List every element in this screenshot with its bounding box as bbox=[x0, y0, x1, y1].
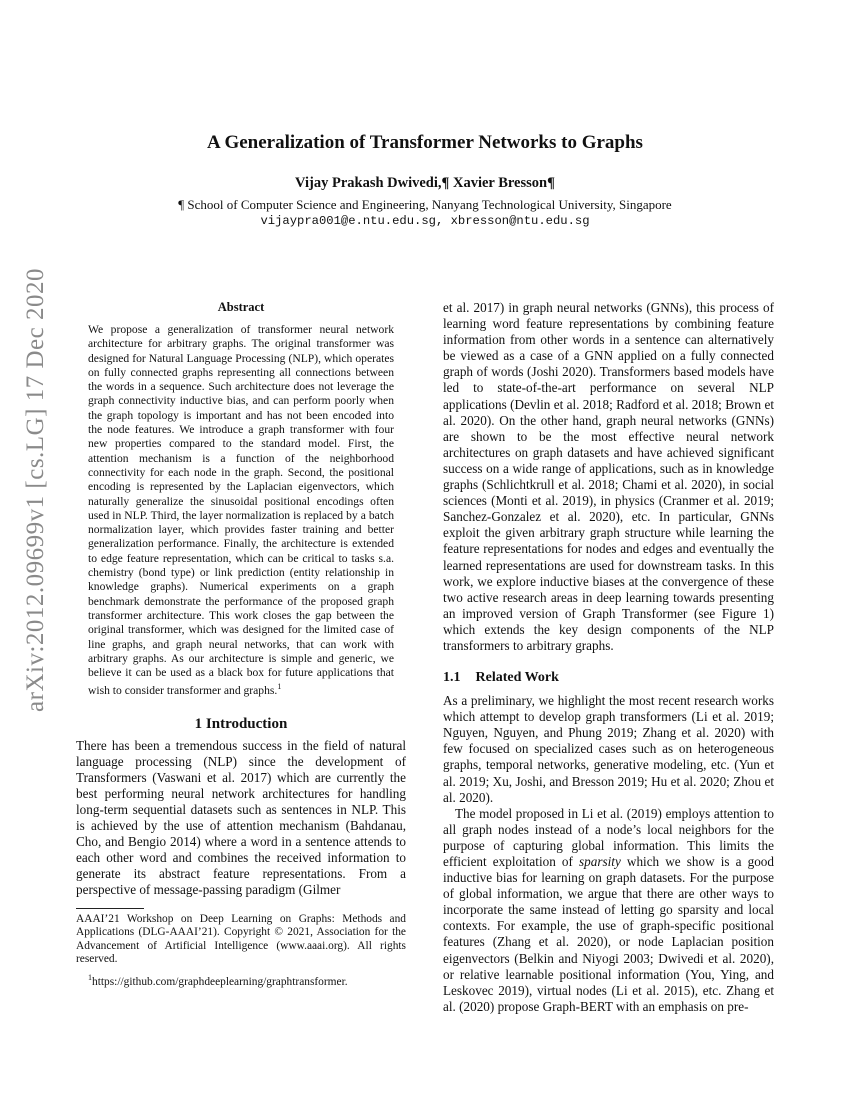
abstract-footnote-mark: 1 bbox=[277, 682, 282, 692]
related-work-number: 1.1 bbox=[443, 670, 461, 686]
introduction-text: There has been a tremendous success in the field of natural language processing (NLP) since the development of Transformers (Vaswani et al. 2017) which are currently the best performing neural network architectures for handling long-term sequential datasets such as sentences in NLP. This is achieved by the use of attention mechanism (Bahdanau, Cho, and Bengio 2014) where a word in a sentence attends to each other word and combines the received information to generate its abstract feature representations. From a perspective of message-passing paradigm (Gilmer bbox=[76, 737, 406, 898]
sparsity-emphasis: sparsity bbox=[579, 854, 621, 869]
code-url-link[interactable]: https://github.com/graphdeeplearning/graphtransformer. bbox=[92, 975, 348, 988]
paper-title: A Generalization of Transformer Networks to Graphs bbox=[207, 132, 643, 153]
related-work-title: Related Work bbox=[475, 670, 559, 686]
introduction-heading: 1 Introduction bbox=[194, 715, 288, 732]
left-column bbox=[76, 300, 406, 989]
right-column bbox=[443, 300, 774, 1015]
abstract-heading: Abstract bbox=[217, 300, 265, 314]
arxiv-stamp-text: arXiv:2012.09699v1 [cs.LG] 17 Dec 2020 bbox=[22, 268, 49, 712]
author-emails: vijaypra001@e.ntu.edu.sg, xbresson@ntu.edu.sg bbox=[260, 214, 590, 228]
footnote-divider bbox=[76, 908, 144, 909]
footnote-url-mark: 1 bbox=[88, 972, 92, 982]
author-list: Vijay Prakash Dwivedi,¶ Xavier Bresson¶ bbox=[295, 175, 555, 191]
abstract-body: We propose a generalization of transformer neural network architecture for arbitrary graphs. The original transformer was designed for Natural Language Processing (NLP), which operates on fully connected graphs representing all connections between the words in a sequence. Such architecture does not leverage the graph connectivity inductive bias, and can perform poorly when the graph topology is important and has not been encoded into the node features. We introduce a graph transformer with four new properties compared to the standard model. First, the attention mechanism is a function of the neighborhood connectivity for each node in the graph. Second, the positional encoding is represented by the Laplacian eigenvectors, which naturally generalize the sinusoidal positional encodings often used in NLP. Third, the layer normalization is replaced by a batch normalization layer, which provides faster training and better generalization performance. Finally, the architecture is extended to edge feature representation, which can be critical to tasks s.a. chemistry (bond type) or link prediction (entity relationship in knowledge graphs). Numerical experiments on a graph benchmark demonstrate the performance of the proposed graph transformer architecture. This work closes the gap between the original transformer, which was designed for the limited case of line graphs, and graph neural networks, that can work with arbitrary graphs. As our architecture is simple and generic, we believe it can be used as a black box for future applications that wish to consider transformer and graphs. bbox=[88, 323, 394, 698]
footnote-workshop: AAAI’21 Workshop on Deep Learning on Graphs: Methods and Applications (DLG-AAAI’21). Copyright © 2021, Association for the Advancement of Artificial Intelligence (www.aaai.org). All rights reserved. bbox=[76, 912, 406, 966]
related-work-heading bbox=[443, 670, 774, 686]
related-work-paragraph-1: As a preliminary, we highlight the most recent research works which attempt to develop graph transformers (Li et al. 2019; Nguyen, Nguyen, and Phung 2019; Zhang et al. 2020) with few focused on specialized cases such as on heterogeneous graphs, temporal networks, generative modeling, etc. (Yun et al. 2019; Xu, Joshi, and Bresson 2019; Hu et al. 2020; Zhou et al. 2020). bbox=[443, 693, 774, 805]
affiliation: ¶ School of Computer Science and Engineering, Nanyang Technological University, Singapore bbox=[178, 197, 672, 212]
footnote-code-url bbox=[76, 971, 406, 989]
related-work-paragraph-2 bbox=[443, 806, 774, 1015]
related-p2-end: which we show is a good inductive bias for learning on graph datasets. For the purpose of global information, we argue that there are other ways to incorporate the same instead of letting go sparsity and local contexts. For example, the use of graph-specific positional features (Zhang et al. 2020), or node Laplacian position eigenvectors (Belkin and Niyogi 2003; Dwivedi et al. 2020), or relative learnable positional information (You, Ying, and Leskovec 2019), virtual nodes (Li et al. 2015), etc. Zhang et al. (2020) propose Graph-BERT with an emphasis on pre- bbox=[443, 854, 774, 1014]
introduction-continued: et al. 2017) in graph neural networks (GNNs), this process of learning word feature representations by combining feature information from other words in a sentence can alternatively be viewed as a case of a GNN applied on a fully connected graph of words (Joshi 2020). Transformers based models have led to state-of-the-art performance on several NLP applications (Devlin et al. 2018; Radford et al. 2018; Brown et al. 2020). On the other hand, graph neural networks (GNNs) are shown to be the most effective neural network architectures on graph datasets and have achieved significant success on a wide range of applications, such as in knowledge graphs (Schlichtkrull et al. 2018; Chami et al. 2020), in social sciences (Monti et al. 2019), in physics (Cranmer et al. 2019; Sanchez-Gonzalez et al. 2020), etc. In particular, GNNs exploit the given arbitrary graph structure while learning the feature representations for nodes and edges and eventually the learned representations are used for downstream tasks. In this work, we explore inductive biases at the convergence of these two active research areas in deep learning towards presenting an improved version of Graph Transformer (see Figure 1) which extends the key design components of the NLP transformers to arbitrary graphs. bbox=[443, 300, 774, 653]
related-p2-start: The model proposed in Li et al. (2019) employs attention to all graph nodes instead of a node’s local neighbors for the purpose of capturing global information. This limits the efficient exploitation of bbox=[443, 805, 774, 869]
abstract-text bbox=[88, 323, 394, 699]
arxiv-stamp bbox=[16, 268, 56, 712]
